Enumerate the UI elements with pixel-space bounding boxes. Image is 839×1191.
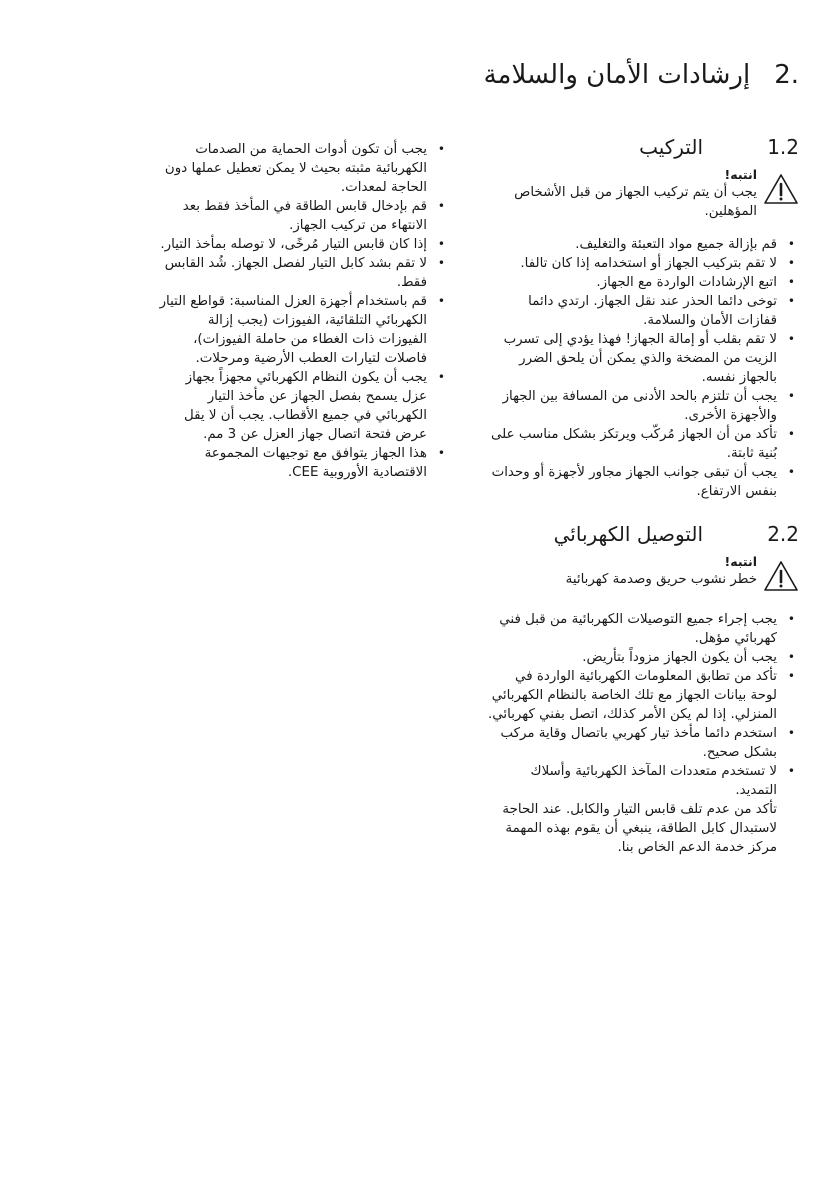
list-item: • يجب أن تلتزم بالحد الأدنى من المسافة بين الجهاز والأجهزة الأخرى. xyxy=(487,387,799,425)
section-title: التركيب xyxy=(639,135,703,159)
list-item: • هذا الجهاز يتوافق مع توجيهات المجموعة الاقتصادية الأوروبية CEE. xyxy=(157,444,449,482)
warning-text: خطر نشوب حريق وصدمة كهربائية xyxy=(565,572,757,587)
list-item: • تأكد من تطابق المعلومات الكهربائية الواردة في لوحة بيانات الجهاز مع تلك الخاصة بالنظام الكهربائي المنزلي. إذا لم يكن الأمر كذلك، اتصل بفني كهربائي. xyxy=(487,667,799,724)
list-item: • اتبع الإرشادات الواردة مع الجهاز. xyxy=(487,273,799,292)
list-item: • قم باستخدام أجهزة العزل المناسبة: قواطع التيار الكهربائي التلقائية، الفيوزات (يجب إزالة الفيوزات ذات الغطاء من حاملة الفيوزات)، فاصلات لتيارات العطب الأرضية ومرحلات. xyxy=(157,292,449,368)
section-title: التوصيل الكهربائي xyxy=(553,522,703,546)
list-item: • يجب أن تكون أدوات الحماية من الصدمات الكهربائية مثبته بحيث لا يمكن تعطيل عملها دون الحاجة لمعدات. xyxy=(157,140,449,197)
electrical-list-continued xyxy=(157,140,449,482)
plain-paragraph: تأكد من عدم تلف قابس التيار والكابل. عند الحاجة لاستبدال كابل الطاقة، ينبغي أن يقوم بهذه المهمة مركز خدمة الدعم الخاص بنا. xyxy=(502,802,777,855)
right-column xyxy=(487,135,799,881)
section-electrical-heading xyxy=(487,522,799,546)
chapter-title: إرشادات الأمان والسلامة xyxy=(483,60,751,90)
section-number: 2.2 xyxy=(767,522,799,546)
warning-title: انتبه! xyxy=(724,167,757,182)
warning-triangle-icon xyxy=(763,560,799,592)
warning-title: انتبه! xyxy=(724,554,757,569)
warning-text: يجب أن يتم تركيب الجهاز من قبل الأشخاص المؤهلين. xyxy=(514,185,757,219)
list-item: • لا تقم بقلب أو إمالة الجهاز! فهذا يؤدي إلى تسرب الزيت من المضخة والذي يمكن أن يلحق الضرر بالجهاز نفسه. xyxy=(487,330,799,387)
electrical-warning xyxy=(487,554,799,592)
warning-triangle-icon xyxy=(763,173,799,205)
installation-warning xyxy=(487,167,799,221)
list-item: • لا تقم بشد كابل التيار لفصل الجهاز. شُد القابس فقط. xyxy=(157,254,449,292)
page-title xyxy=(484,60,799,90)
list-item: • يجب أن يكون الجهاز مزوداً بتأريض. xyxy=(487,648,799,667)
list-item: • لا تستخدم متعددات المآخذ الكهربائية وأسلاك التمديد. xyxy=(487,762,799,800)
list-item: • تأكد من أن الجهاز مُركّب ويرتكز بشكل مناسب على بُنية ثابتة. xyxy=(487,425,799,463)
list-item: • قم بإزالة جميع مواد التعبئة والتغليف. xyxy=(487,235,799,254)
list-item: • استخدم دائما مأخذ تيار كهربي باتصال وقاية مركب بشكل صحيح. xyxy=(487,724,799,762)
list-item: • لا تقم بتركيب الجهاز أو استخدامه إذا كان تالفا. xyxy=(487,254,799,273)
section-installation-heading xyxy=(487,135,799,159)
electrical-list xyxy=(487,610,799,857)
list-item: • يجب إجراء جميع التوصيلات الكهربائية من قبل فني كهربائي مؤهل. xyxy=(487,610,799,648)
section-number: 1.2 xyxy=(767,135,799,159)
chapter-number: 2. xyxy=(774,60,799,90)
list-item: • قم بإدخال قابس الطاقة في المأخذ فقط بعد الانتهاء من تركيب الجهاز. xyxy=(157,197,449,235)
list-item: • إذا كان قابس التيار مُرخًى، لا توصله بمأخذ التيار. xyxy=(157,235,449,254)
list-item: • توخى دائما الحذر عند نقل الجهاز. ارتدي دائما قفازات الأمان والسلامة. xyxy=(487,292,799,330)
installation-list xyxy=(487,235,799,501)
list-item: • يجب أن يكون النظام الكهربائي مجهزاً بجهاز عزل يسمح بفصل الجهاز عن مأخذ التيار الكهربائي في جميع الأقطاب. يجب أن لا يقل عرض فتحة اتصال جهاز العزل عن 3 مم. xyxy=(157,368,449,444)
list-item: • يجب أن تبقى جوانب الجهاز مجاور لأجهزة أو وحدات بنفس الارتفاع. xyxy=(487,463,799,501)
left-column xyxy=(157,140,449,506)
